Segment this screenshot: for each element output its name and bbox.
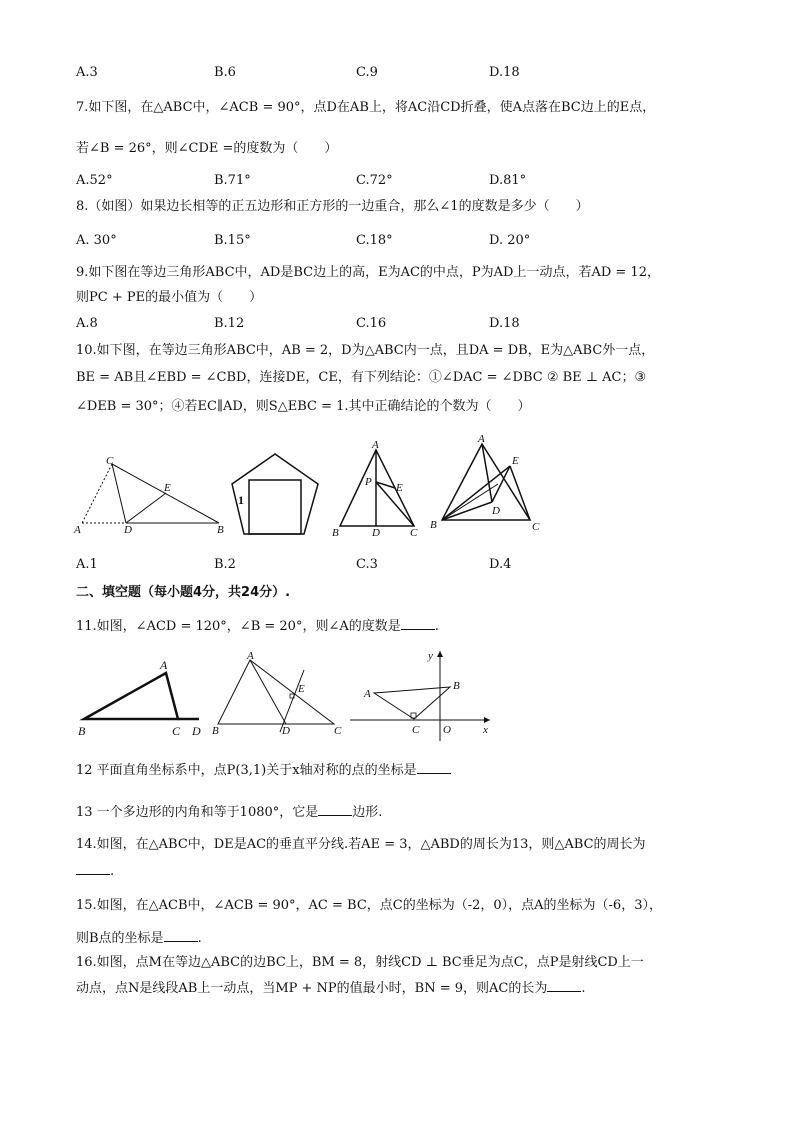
fig11-label-a: A — [160, 658, 168, 672]
fig11-label-d: D — [192, 724, 201, 738]
fig14-label-e: E — [298, 683, 305, 695]
q12-answer-blank[interactable] — [417, 761, 451, 774]
q9-option-b: B.12 — [214, 316, 245, 331]
fig7-label-e: E — [164, 482, 171, 494]
q13-stem-end: 边形. — [352, 805, 383, 820]
q11-answer-blank[interactable] — [401, 617, 435, 630]
q13-stem — [76, 803, 382, 822]
q16-stem-line1: 16.如图，点M在等边△ABC的边BC上，BM = 8，射线CD ⊥ BC垂足为点C，点P是射线CD上一 — [76, 955, 644, 970]
q7-option-b: B.71° — [214, 173, 251, 188]
fig7-label-c: C — [106, 455, 114, 467]
figure-q9 — [330, 438, 420, 540]
q10-stem-line3: ∠DEB = 30°；④若EC∥AD，则S△EBC = 1.其中正确结论的个数为（ ） — [76, 399, 531, 414]
q8-option-a: A. 30° — [76, 233, 117, 248]
q16-answer-blank[interactable] — [547, 979, 581, 992]
section-2-title: 二、填空题（每小题4分，共24分）. — [76, 585, 291, 600]
q9-stem-line1: 9.如下图在等边三角形ABC中，AD是BC边上的高，E为AC的中点，P为AD上一动点，若AD = 12， — [76, 265, 660, 280]
q7-option-d: D.81° — [489, 173, 527, 188]
q6-option-c: C.9 — [356, 65, 378, 80]
q9-stem-line2: 则PC + PE的最小值为（ ） — [76, 290, 263, 305]
q12-stem — [76, 761, 451, 780]
q16-stem-text: 动点，点N是线段AB上一动点，当MP + NP的值最小时，BN = 9，则AC的长为 — [76, 981, 548, 996]
fig15-label-x: x — [483, 724, 488, 736]
figure-q8 — [232, 452, 322, 538]
fig10-label-c: C — [532, 521, 540, 533]
q6-option-a: A.3 — [76, 65, 98, 80]
q10-option-d: D.4 — [489, 557, 512, 572]
q15-stem-line1: 15.如图，在△ACB中，∠ACB = 90°，AC = BC，点C的坐标为（-2，0），点A的坐标为（-6，3）， — [76, 898, 662, 913]
q11-stem-text: 11.如图，∠ACD = 120°，∠B = 20°，则∠A的度数是 — [76, 619, 401, 634]
q13-answer-blank[interactable] — [318, 803, 352, 816]
q10-stem-line2: BE = AB且∠EBD = ∠CBD，连接DE，CE，有下列结论：①∠DAC = ∠DBC ② BE ⊥ AC；③ — [76, 370, 647, 385]
q9-option-d: D.18 — [489, 316, 520, 331]
fig14-label-b: B — [212, 725, 219, 737]
fig7-label-d: D — [124, 524, 132, 536]
fig9-label-c: C — [410, 527, 418, 539]
q15-stem-line2 — [76, 929, 202, 948]
q13-stem-text: 13 一个多边形的内角和等于1080°，它是 — [76, 805, 319, 820]
figure-q14 — [210, 650, 345, 738]
q14-stem-end: . — [110, 864, 115, 879]
q7-option-c: C.72° — [356, 173, 393, 188]
q7-stem-line1: 7.如下图，在△ABC中，∠ACB = 90°，点D在AB上，将AC沿CD折叠，使A点落在BC边上的E点， — [76, 100, 656, 115]
fig9-label-a: A — [372, 439, 379, 451]
fig7-label-b: B — [217, 524, 224, 536]
q6-option-b: B.6 — [214, 65, 236, 80]
figure-q7 — [74, 455, 229, 535]
fig10-label-a: A — [478, 433, 485, 445]
q16-stem-end: . — [581, 981, 586, 996]
fig15-label-a: A — [364, 688, 371, 700]
q8-option-b: B.15° — [214, 233, 251, 248]
q14-stem-line2 — [76, 862, 114, 881]
q15-stem-text: 则B点的坐标是 — [76, 931, 164, 946]
q12-stem-text: 12 平面直角坐标系中，点P(3,1)关于x轴对称的点的坐标是 — [76, 763, 417, 778]
q9-option-c: C.16 — [356, 316, 387, 331]
q10-option-c: C.3 — [356, 557, 378, 572]
fig10-label-b: B — [430, 519, 437, 531]
q14-stem-line1: 14.如图，在△ABC中，DE是AC的垂直平分线.若AE = 3，△ABD的周长为13，则△ABC的周长为 — [76, 837, 646, 852]
fig14-label-a: A — [247, 650, 254, 662]
fig10-label-d: D — [492, 505, 500, 517]
q10-option-b: B.2 — [214, 557, 236, 572]
fig9-label-d: D — [372, 527, 380, 539]
q14-answer-blank[interactable] — [76, 862, 110, 875]
figure-q11 — [74, 655, 214, 745]
q8-option-c: C.18° — [356, 233, 393, 248]
fig7-label-a: A — [74, 524, 81, 536]
q16-stem-line2 — [76, 979, 586, 998]
q8-stem-line1: 8.（如图）如果边长相等的正五边形和正方形的一边重合，那么∠1的度数是多少（ ） — [76, 199, 589, 214]
q7-stem-line2: 若∠B = 26°，则∠CDE =的度数为（ ） — [76, 141, 338, 156]
figure-q10 — [430, 432, 545, 536]
fig10-label-e: E — [512, 455, 519, 467]
fig15-label-o: O — [443, 724, 451, 736]
q8-option-d: D. 20° — [489, 233, 531, 248]
fig15-label-b: B — [453, 680, 460, 692]
figure-q15 — [350, 645, 500, 741]
q9-option-a: A.8 — [76, 316, 98, 331]
fig14-label-c: C — [334, 725, 342, 737]
q15-answer-blank[interactable] — [164, 929, 198, 942]
q15-stem-end: . — [197, 931, 202, 946]
fig14-label-d: D — [282, 725, 290, 737]
fig15-label-c: C — [412, 724, 420, 736]
fig11-label-b: B — [78, 724, 86, 738]
fig9-label-p: P — [365, 476, 372, 488]
fig8-angle-label: 1 — [238, 493, 244, 507]
q10-option-a: A.1 — [76, 557, 98, 572]
fig15-label-y: y — [428, 650, 433, 662]
q6-option-d: D.18 — [489, 65, 520, 80]
q10-stem-line1: 10.如下图，在等边三角形ABC中，AB = 2，D为△ABC内一点，且DA = DB，E为△ABC外一点， — [76, 343, 655, 358]
fig11-label-c: C — [172, 724, 181, 738]
q11-stem: 11.如图，∠ACD = 120°，∠B = 20°，则∠A的度数是 . — [76, 619, 439, 634]
fig9-label-b: B — [332, 527, 339, 539]
fig9-label-e: E — [396, 482, 403, 494]
q7-option-a: A.52° — [76, 173, 113, 188]
